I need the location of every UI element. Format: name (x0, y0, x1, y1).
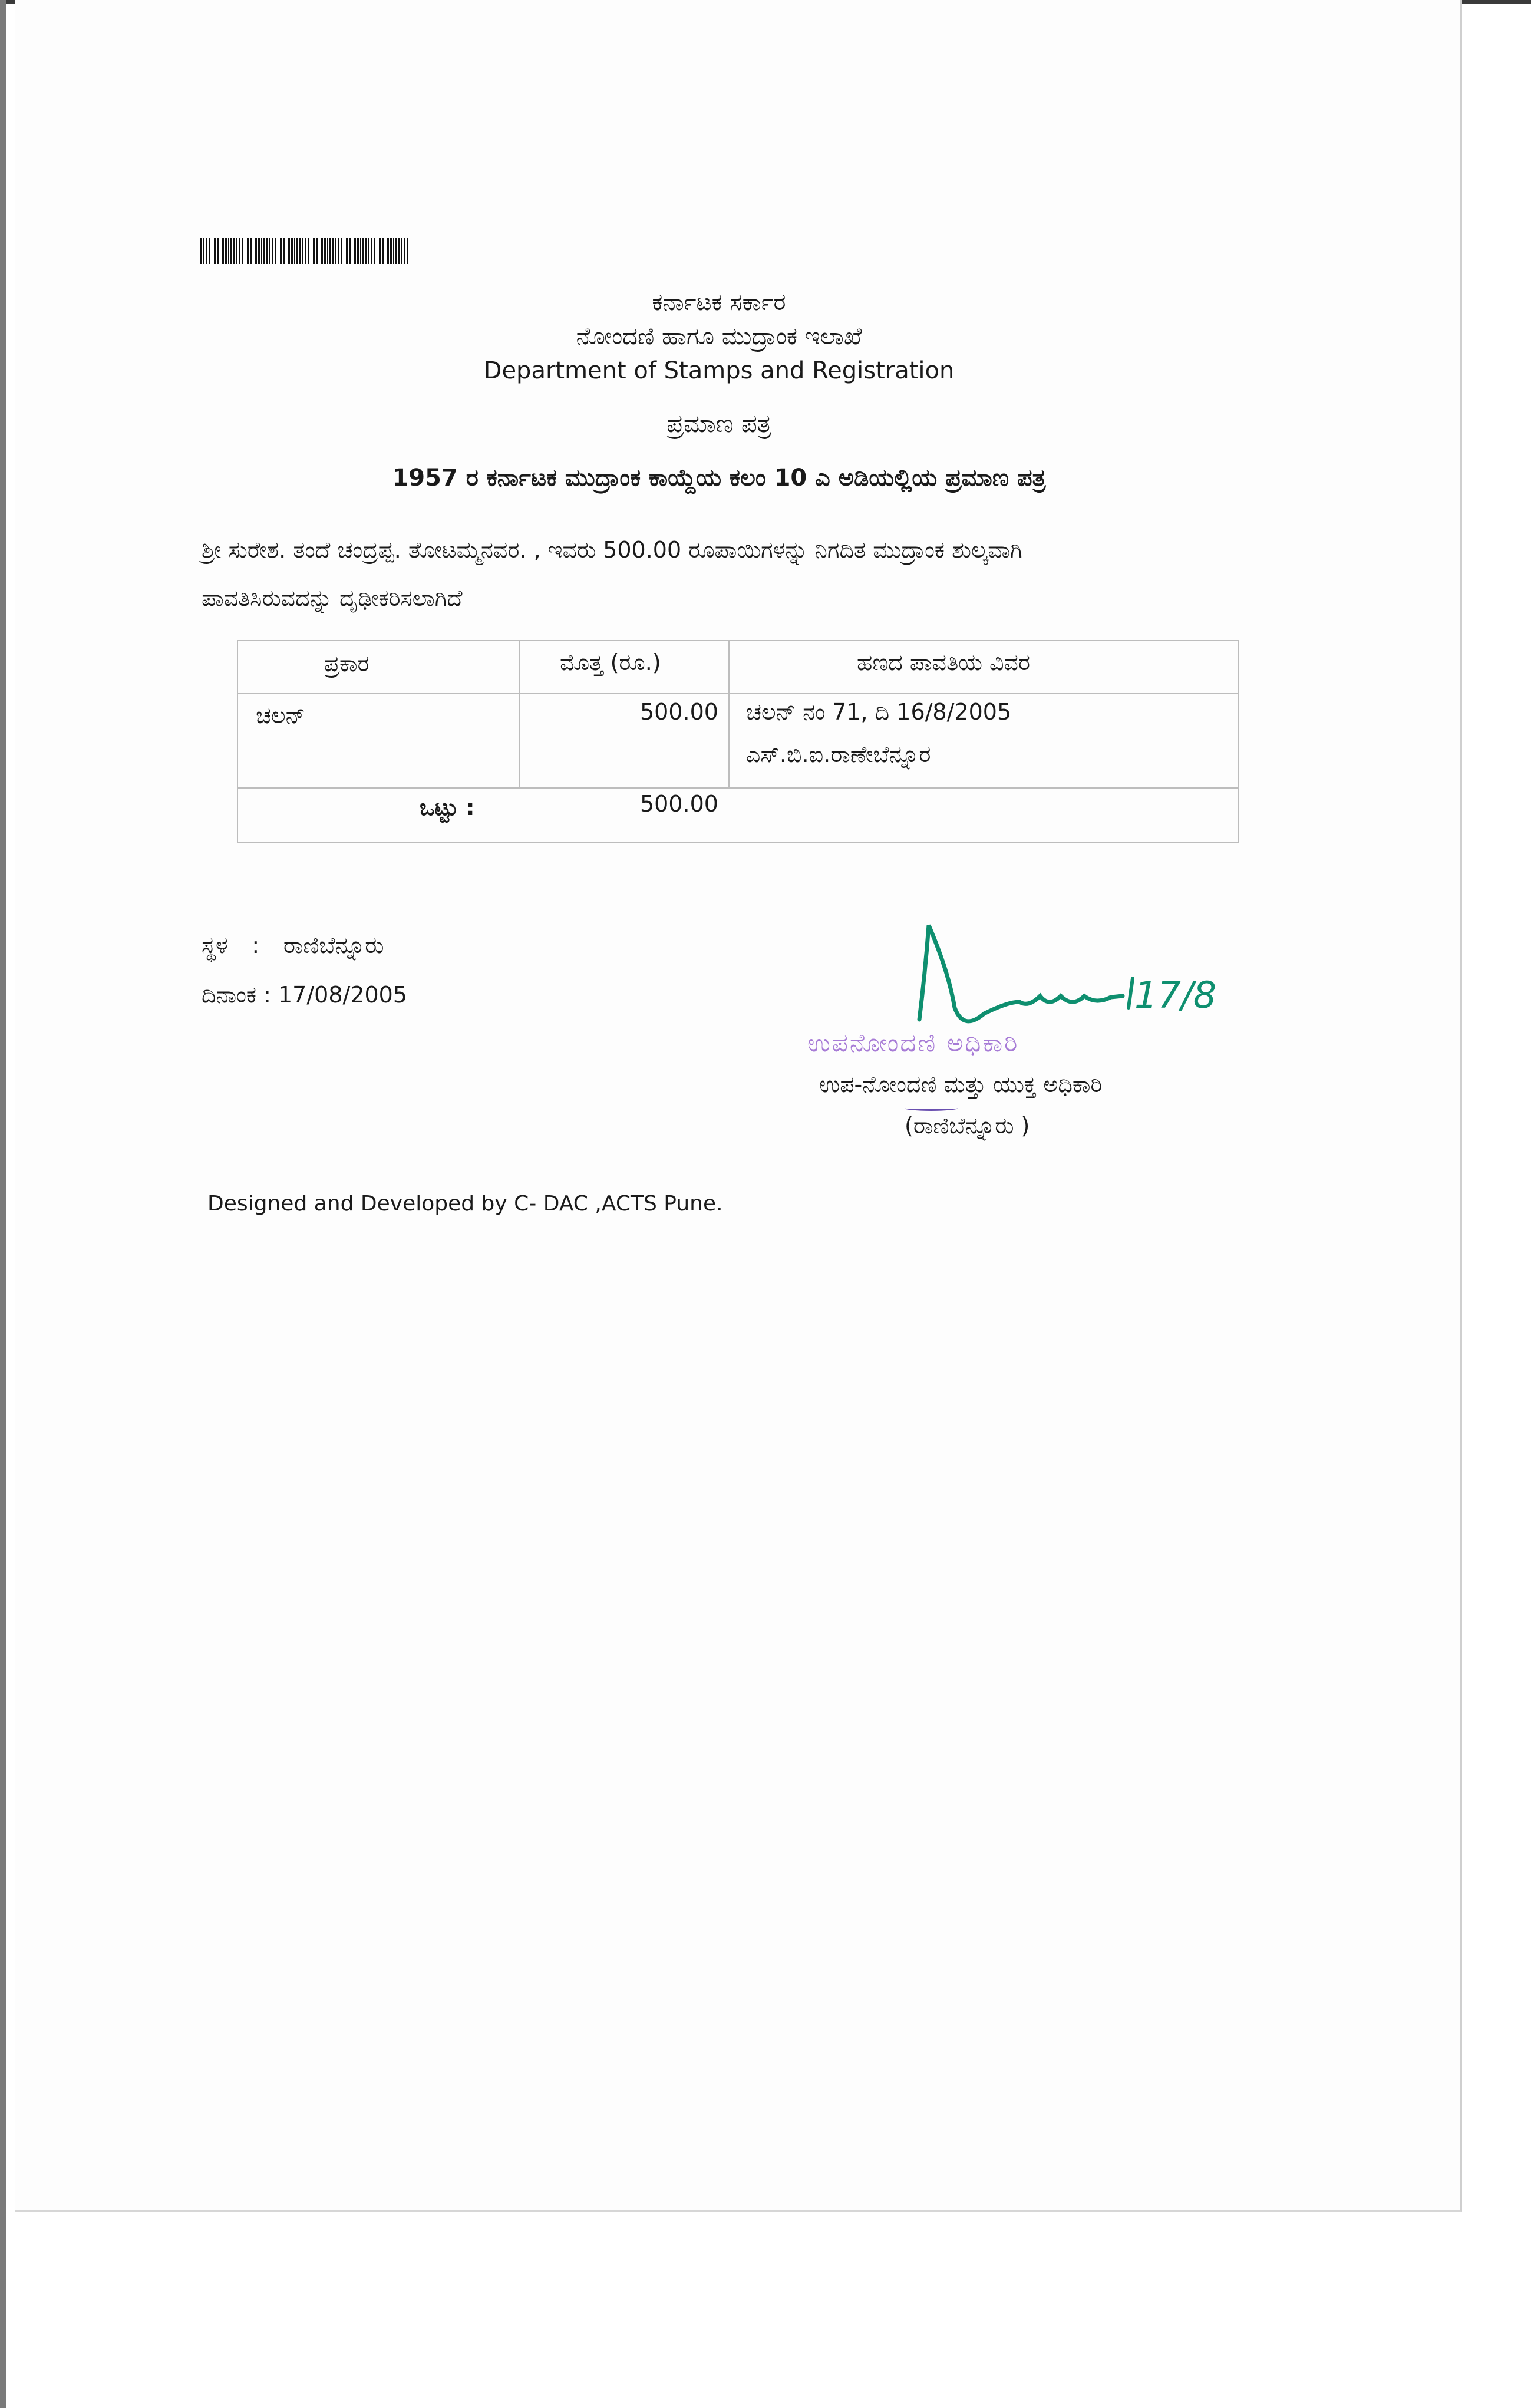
date-value: 17/08/2005 (278, 982, 408, 1008)
signature (908, 919, 1217, 1037)
ink-underline-mark (905, 1106, 958, 1111)
body-line-2: ಪಾವತಿಸಿರುವದನ್ನು ದೃಢೀಕರಿಸಲಾಗಿದೆ (202, 585, 463, 611)
footer-credit: Designed and Developed by C- DAC ,ACTS Pune. (207, 1192, 723, 1216)
payment-table (237, 640, 1239, 843)
signatory-place: (ರಾಣಿಬೆನ್ನೂರು ) (905, 1113, 1030, 1139)
dept-heading-english: Department of Stamps and Registration (483, 357, 955, 384)
place-separator: : (252, 932, 260, 958)
header-type: ಪ್ರಕಾರ (324, 651, 369, 677)
total-label: ಒಟ್ಟು : (420, 794, 475, 820)
row-type: ಚಲನ್ (256, 702, 306, 728)
table-col-divider-1 (519, 641, 520, 789)
signature-handwritten-date: 17/8 (1134, 974, 1217, 1017)
table-header-divider (238, 693, 1238, 694)
signatory-title: ಉಪ-ನೋಂದಣಿ ಮತ್ತು ಯುಕ್ತ ಅಧಿಕಾರಿ (819, 1071, 1103, 1097)
govt-heading: ಕರ್ನಾಟಕ ಸರ್ಕಾರ (652, 289, 786, 316)
header-payment-detail: ಹಣದ ಪಾವತಿಯ ವಿವರ (857, 649, 1030, 675)
row-detail-line-1: ಚಲನ್ ನಂ 71, ದಿ 16/8/2005 (746, 699, 1012, 725)
table-total-divider (238, 787, 1238, 789)
table-col-divider-2 (728, 641, 730, 789)
header-amount: ಮೊತ್ತ (ರೂ.) (560, 649, 661, 675)
date-label: ದಿನಾಂಕ : (202, 982, 271, 1008)
row-amount: 500.00 (640, 699, 718, 725)
body-line-1: ಶ್ರೀ ಸುರೇಶ. ತಂದೆ ಚಂದ್ರಪ್ಪ. ತೋಟಮ್ಮನವರ. , ಇವರು 500.00 ರೂಪಾಯಿಗಳನ್ನು ನಿಗದಿತ ಮುದ್ರಾಂಕ ಶುಲ್ಕವಾಗಿ (202, 537, 1022, 563)
barcode (200, 238, 410, 264)
date-line (202, 982, 407, 1008)
act-reference-line: 1957 ರ ಕರ್ನಾಟಕ ಮುದ್ರಾಂಕ ಕಾಯ್ದೆಯ ಕಲಂ 10 ಎ ಅಡಿಯಲ್ಲಿಯ ಪ್ರಮಾಣ ಪತ್ರ (392, 464, 1046, 492)
signature-date-stroke (1129, 978, 1133, 1008)
dept-heading-kannada: ನೋಂದಣಿ ಹಾಗೂ ಮುದ್ರಾಂಕ ಇಲಾಖೆ (576, 323, 862, 350)
total-amount: 500.00 (640, 791, 718, 817)
place-line (202, 932, 384, 959)
place-value: ರಾಣಿಬೆನ್ನೂರು (283, 932, 384, 958)
office-stamp: ಉಪನೋಂದಣಿ ಅಧಿಕಾರಿ (807, 1028, 1019, 1057)
place-label: ಸ್ಥಳ (202, 932, 228, 958)
row-detail-line-2: ಎಸ್.ಬಿ.ಐ.ರಾಣೇಬೆನ್ನೂರ (746, 741, 931, 767)
certificate-title: ಪ್ರಮಾಣ ಪತ್ರ (666, 409, 771, 438)
signature-stroke (919, 925, 1123, 1021)
